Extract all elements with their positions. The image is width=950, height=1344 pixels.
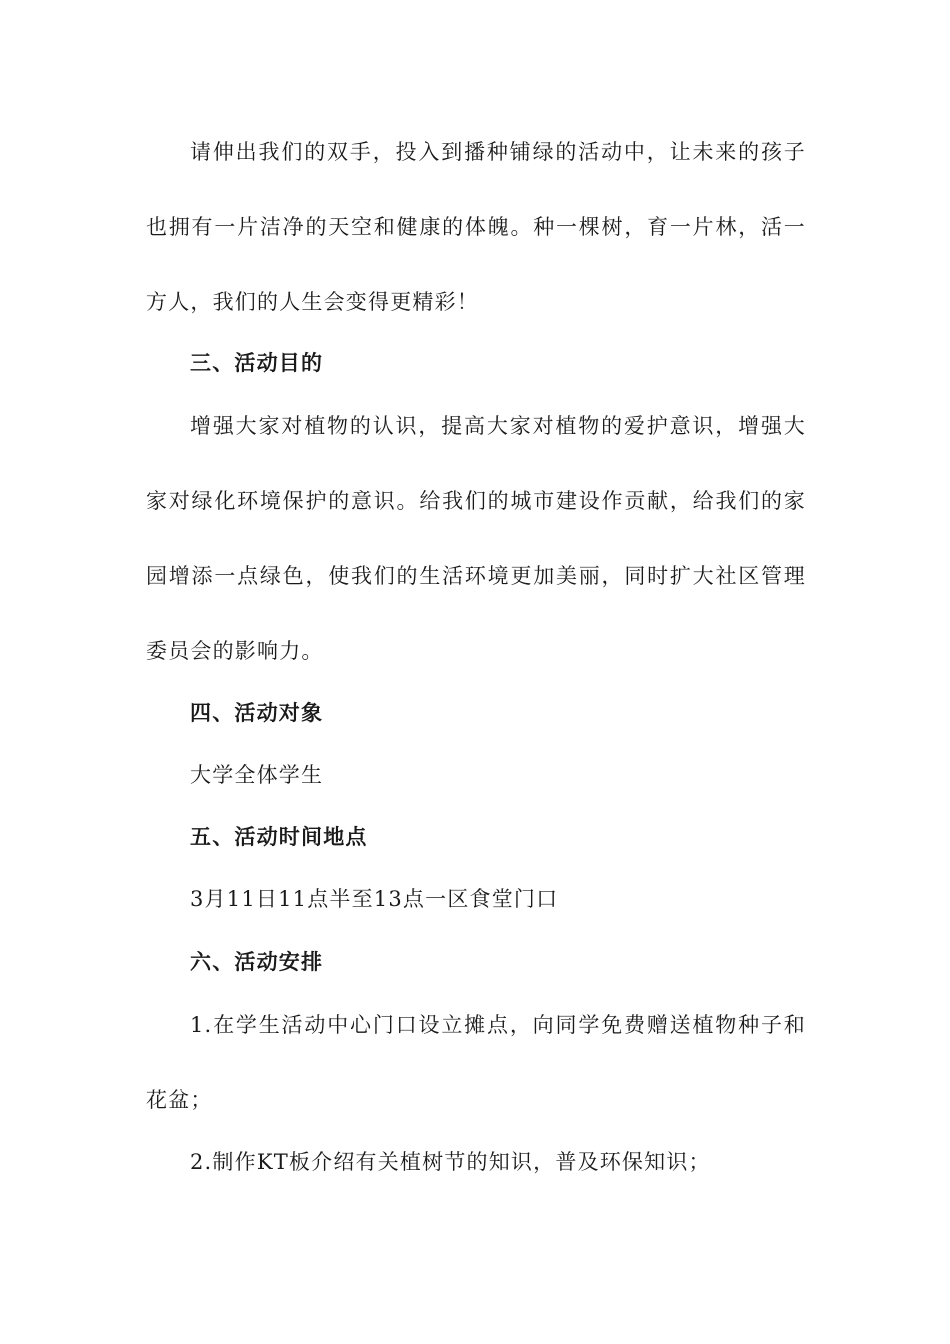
section-heading-purpose: 三、活动目的 — [190, 350, 324, 375]
paragraph-line: 委员会的影响力。 — [146, 639, 324, 663]
paragraph-line: 也拥有一片洁净的天空和健康的体魄。种一棵树，育一片林，活一 — [146, 215, 806, 239]
paragraph-line: 1.在学生活动中心门口设立摊点，向同学免费赠送植物种子和 — [190, 1013, 806, 1037]
paragraph-line: 大学全体学生 — [190, 763, 324, 787]
section-heading-audience: 四、活动对象 — [190, 700, 324, 725]
section-heading-time-place: 五、活动时间地点 — [190, 824, 368, 849]
paragraph-line: 2.制作KT板介绍有关植树节的知识，普及环保知识； — [190, 1150, 711, 1174]
paragraph-line: 方人，我们的人生会变得更精彩！ — [146, 290, 479, 314]
paragraph-line: 3月11日11点半至13点一区食堂门口 — [190, 887, 559, 911]
paragraph-line: 家对绿化环境保护的意识。给我们的城市建设作贡献，给我们的家 — [146, 489, 806, 513]
paragraph-line: 增强大家对植物的认识，提高大家对植物的爱护意识，增强大 — [190, 414, 806, 438]
section-heading-arrangement: 六、活动安排 — [190, 949, 324, 974]
paragraph-line: 园增添一点绿色，使我们的生活环境更加美丽，同时扩大社区管理 — [146, 564, 806, 588]
paragraph-line: 花盆； — [146, 1088, 213, 1112]
paragraph-line: 请伸出我们的双手，投入到播种铺绿的活动中，让未来的孩子 — [190, 140, 806, 164]
